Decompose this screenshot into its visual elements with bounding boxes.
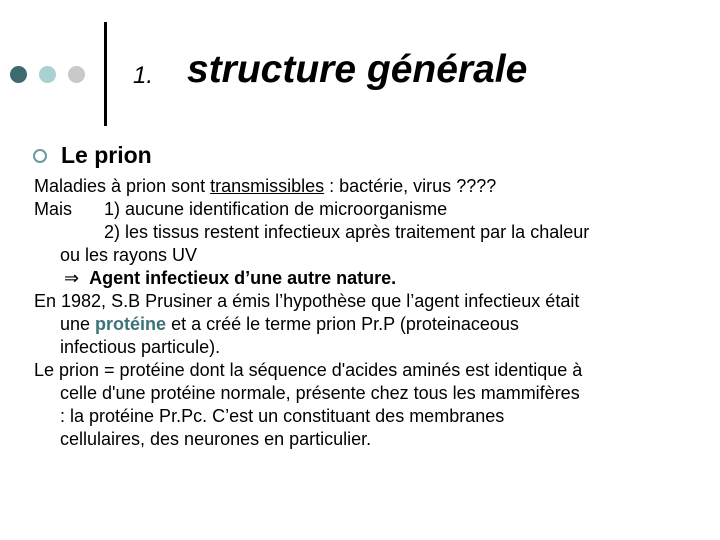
title-divider — [104, 22, 107, 126]
conclusion-text: Agent infectieux d’une autre nature. — [89, 268, 397, 288]
item-2: 2) les tissus restent infectieux après traitement par la chaleur — [104, 222, 590, 242]
item-2-cont: ou les rayons UV — [60, 245, 198, 265]
underlined-term: transmissibles — [210, 176, 325, 196]
title-number: 1. — [133, 62, 154, 89]
paragraph-2-item-2-cont — [34, 244, 694, 267]
p4-line-2: celle d'une protéine normale, présente chez tous les mammifères — [60, 383, 580, 403]
paragraph-2-item-2 — [34, 221, 694, 244]
paragraph-1 — [34, 175, 694, 198]
mais-label: Mais — [34, 199, 73, 219]
paragraph-3-line-3 — [34, 336, 694, 359]
p3-line-2-start: une — [60, 314, 96, 334]
bullet-circle-icon — [33, 149, 47, 163]
paragraph-4-line-1 — [34, 359, 694, 382]
subheading: Le prion — [61, 142, 152, 168]
slide-title: structure générale — [187, 48, 528, 91]
paragraph-4-line-4 — [34, 428, 694, 451]
paragraph-2-item-1 — [34, 198, 694, 221]
dot-light-icon — [39, 66, 56, 83]
dot-dark-icon — [10, 66, 27, 83]
paragraph-3-line-1 — [34, 290, 694, 313]
dot-gray-icon — [68, 66, 85, 83]
p1-text: Maladies à prion sont — [34, 176, 211, 196]
p4-line-3: : la protéine Pr.Pc. C’est un constituant des membranes — [60, 406, 505, 426]
p4-line-1: Le prion = protéine dont la séquence d'acides aminés est identique à — [34, 360, 583, 380]
paragraph-3-line-2 — [34, 313, 694, 336]
p3-line-1: En 1982, S.B Prusiner a émis l’hypothèse que l’agent infectieux était — [34, 291, 580, 311]
item-1: 1) aucune identification de microorganisme — [104, 199, 448, 219]
paragraph-4-line-2 — [34, 382, 694, 405]
slide-body — [34, 175, 694, 451]
conclusion-line — [34, 267, 694, 290]
highlight-proteine: protéine — [95, 314, 167, 334]
p3-line-2-end: et a créé le terme prion Pr.P (proteinaceous — [166, 314, 519, 334]
p3-line-3: infectious particule). — [60, 337, 221, 357]
p1-text-end: : bactérie, virus ???? — [324, 176, 497, 196]
implies-arrow-icon: ⇒ — [64, 268, 80, 288]
paragraph-4-line-3 — [34, 405, 694, 428]
p4-line-4: cellulaires, des neurones en particulier. — [60, 429, 372, 449]
